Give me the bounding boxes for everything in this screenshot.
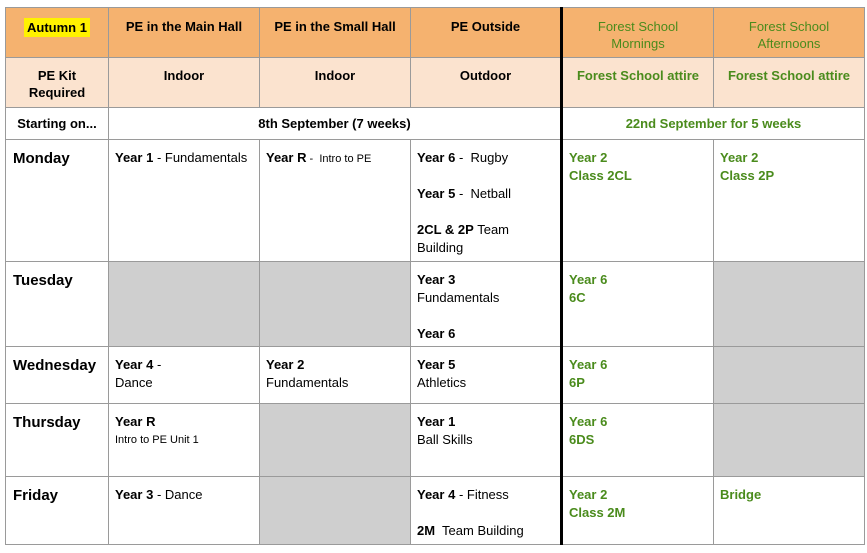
day-monday-label: Monday [13, 150, 70, 167]
forest-pm-header [714, 8, 865, 58]
friday-out1-year: Year 4 [417, 487, 456, 502]
wednesday-main-hall [109, 347, 260, 404]
wednesday-fam-year: Year 6 [569, 357, 608, 372]
outside-header [411, 8, 562, 58]
tuesday-main-hall-empty [109, 262, 260, 347]
day-wednesday [6, 347, 109, 404]
starting-label: Starting on... [6, 108, 109, 140]
thursday-main-year: Year R [115, 414, 156, 429]
kit-label-line1: PE Kit [37, 68, 77, 83]
forest-am-header-line2: Mornings [611, 36, 665, 51]
tuesday-row [6, 262, 865, 347]
day-thursday-label: Thursday [13, 414, 81, 431]
thursday-forest-pm-empty [714, 404, 865, 477]
kit-forest-am-text: Forest School attire [576, 68, 700, 83]
monday-fpm-year: Year 2 [720, 150, 759, 165]
forest-pm-header-line2: Afternoons [757, 36, 821, 51]
friday-row [6, 477, 865, 545]
friday-outside [411, 477, 562, 545]
tuesday-out2-year: Year 6 [417, 326, 456, 341]
friday-fpm-label: Bridge [720, 487, 762, 502]
wednesday-main-year: Year 4 [115, 357, 154, 372]
tuesday-out1-activity: Fundamentals [417, 290, 500, 305]
friday-small-hall-empty [260, 477, 411, 545]
day-friday-label: Friday [13, 487, 59, 504]
day-friday [6, 477, 109, 545]
starting-pe: 8th September (7 weeks) [109, 108, 562, 140]
tuesday-small-hall-empty [260, 262, 411, 347]
kit-outside [411, 58, 562, 108]
wednesday-fam-class: 6P [569, 375, 585, 390]
day-wednesday-label: Wednesday [13, 357, 97, 374]
thursday-fam-class: 6DS [569, 432, 595, 447]
starting-forest: 22nd September for 5 weeks [562, 108, 865, 140]
wednesday-out-year: Year 5 [417, 357, 456, 372]
monday-row [6, 140, 865, 262]
monday-outside [411, 140, 562, 262]
monday-out1-activity: - Rugby [455, 150, 509, 165]
starting-row [6, 108, 865, 140]
forest-am-header-line1: Forest School [597, 19, 679, 34]
kit-outside-text: Outdoor [459, 68, 512, 83]
wednesday-small-activity: Fundamentals [266, 375, 349, 390]
wednesday-forest-am [562, 347, 714, 404]
kit-forest-pm-text: Forest School attire [727, 68, 851, 83]
main-hall-header-text: PE in the Main Hall [125, 19, 243, 34]
monday-small-activity: - Intro to PE [306, 153, 372, 165]
kit-forest-am [562, 58, 714, 108]
main-hall-header [109, 8, 260, 58]
kit-label-line2: Required [28, 85, 86, 100]
wednesday-main-activity: Dance [115, 375, 153, 390]
kit-small-hall-text: Indoor [314, 68, 356, 83]
monday-forest-pm [714, 140, 865, 262]
wednesday-small-hall [260, 347, 411, 404]
monday-out3-year: 2CL & 2P [417, 222, 474, 237]
day-tuesday-label: Tuesday [13, 272, 73, 289]
tuesday-fam-class: 6C [569, 290, 586, 305]
thursday-forest-am [562, 404, 714, 477]
friday-out2-year: 2M [417, 523, 436, 538]
friday-out1-activity: - Fitness [455, 487, 509, 502]
monday-fam-year: Year 2 [569, 150, 608, 165]
kit-label-cell [6, 58, 109, 108]
thursday-main-activity: Intro to PE Unit 1 [115, 434, 199, 446]
thursday-row [6, 404, 865, 477]
friday-main-activity: - Dance [153, 487, 203, 502]
tuesday-forest-pm-empty [714, 262, 865, 347]
kit-main-hall [109, 58, 260, 108]
day-monday [6, 140, 109, 262]
monday-out3-activity: Team Building [417, 222, 513, 255]
kit-small-hall [260, 58, 411, 108]
wednesday-forest-pm-empty [714, 347, 865, 404]
term-cell [6, 8, 109, 58]
tuesday-out1-year: Year 3 [417, 272, 456, 287]
day-tuesday [6, 262, 109, 347]
monday-small-year: Year R [266, 150, 307, 165]
day-thursday [6, 404, 109, 477]
monday-small-hall [260, 140, 411, 262]
tuesday-fam-year: Year 6 [569, 272, 608, 287]
friday-fam-year: Year 2 [569, 487, 608, 502]
term-label: Autumn 1 [24, 18, 90, 37]
small-hall-header [260, 8, 411, 58]
monday-main-hall [109, 140, 260, 262]
thursday-out-activity: Ball Skills [417, 432, 473, 447]
outside-header-text: PE Outside [450, 19, 521, 34]
header-row [6, 8, 865, 58]
tuesday-forest-am [562, 262, 714, 347]
pe-timetable [5, 7, 865, 545]
wednesday-outside [411, 347, 562, 404]
monday-main-activity: - Fundamentals [153, 150, 248, 165]
wednesday-main-dash: - [153, 357, 162, 372]
tuesday-outside [411, 262, 562, 347]
kit-main-hall-text: Indoor [163, 68, 205, 83]
wednesday-small-year: Year 2 [266, 357, 305, 372]
friday-out2-activity: Team Building [435, 523, 524, 538]
thursday-outside [411, 404, 562, 477]
monday-fpm-class: Class 2P [720, 168, 775, 183]
monday-forest-am [562, 140, 714, 262]
friday-forest-am [562, 477, 714, 545]
kit-forest-pm [714, 58, 865, 108]
friday-fam-class: Class 2M [569, 505, 626, 520]
forest-am-header [562, 8, 714, 58]
thursday-main-hall [109, 404, 260, 477]
thursday-small-hall-empty [260, 404, 411, 477]
thursday-out-year: Year 1 [417, 414, 456, 429]
wednesday-out-activity: Athletics [417, 375, 467, 390]
friday-main-year: Year 3 [115, 487, 154, 502]
forest-pm-header-line1: Forest School [748, 19, 830, 34]
monday-fam-class: Class 2CL [569, 168, 632, 183]
friday-main-hall [109, 477, 260, 545]
thursday-fam-year: Year 6 [569, 414, 608, 429]
wednesday-row [6, 347, 865, 404]
monday-out2-activity: - Netball [455, 186, 511, 201]
friday-forest-pm [714, 477, 865, 545]
monday-main-year: Year 1 [115, 150, 154, 165]
kit-row [6, 58, 865, 108]
small-hall-header-text: PE in the Small Hall [274, 19, 396, 34]
monday-out2-year: Year 5 [417, 186, 456, 201]
monday-out1-year: Year 6 [417, 150, 456, 165]
